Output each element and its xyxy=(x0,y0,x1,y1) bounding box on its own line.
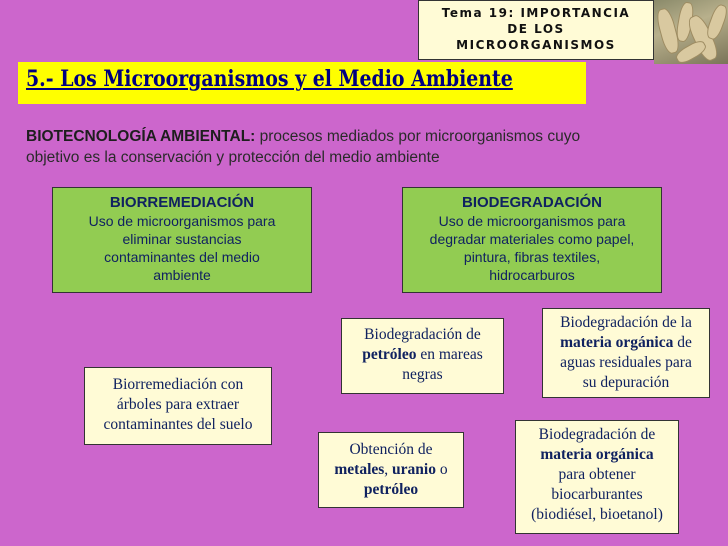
biorremediacion-line-3: contaminantes del medio xyxy=(104,249,260,265)
biocarburantes-line-4: biocarburantes xyxy=(551,486,643,503)
biocarburantes-line-5: (biodiésel, bioetanol) xyxy=(531,506,663,523)
intro-text xyxy=(26,126,706,168)
petroleo-box xyxy=(341,318,504,394)
metales-sep-1: , xyxy=(384,461,393,478)
topic-label xyxy=(418,0,654,60)
aguas-line-4: su depuración xyxy=(582,374,670,391)
biodegradacion-line-2: degradar materiales como papel, xyxy=(429,231,635,247)
aguas-bold: materia orgánica xyxy=(560,334,674,351)
arboles-line-2: árboles para extraer xyxy=(116,396,240,413)
topic-line-2: DE LOS xyxy=(507,22,565,36)
biodegradacion-heading: BIODEGRADACIÓN xyxy=(461,194,602,211)
aguas-residuales-box xyxy=(542,308,710,398)
biodegradacion-line-3: pintura, fibras textiles, xyxy=(463,249,601,265)
petroleo-line-2: en mareas xyxy=(416,346,483,363)
intro-term: BIOTECNOLOGÍA AMBIENTAL: xyxy=(26,128,256,145)
biodegradacion-box xyxy=(402,187,662,293)
biorremediacion-line-2: eliminar sustancias xyxy=(122,231,242,247)
intro-line-2: objetivo es la conservación y protección del medio ambiente xyxy=(26,149,440,166)
metales-box xyxy=(318,432,464,508)
arboles-box xyxy=(84,367,272,445)
aguas-line-1: Biodegradación de la xyxy=(560,314,692,331)
metales-bold-1: metales xyxy=(334,461,385,478)
metales-sep-2: o xyxy=(435,461,448,478)
page-title: 5.- Los Microorganismos y el Medio Ambiente xyxy=(26,66,513,92)
metales-bold-2: uranio xyxy=(392,461,436,478)
biocarburantes-box xyxy=(515,420,679,534)
biodegradacion-line-4: hidrocarburos xyxy=(489,267,575,283)
petroleo-line-3: negras xyxy=(402,366,443,383)
petroleo-bold: petróleo xyxy=(362,346,417,363)
topic-line-1: Tema 19: IMPORTANCIA xyxy=(441,6,631,20)
petroleo-line-1: Biodegradación de xyxy=(364,326,481,343)
metales-bold-3: petróleo xyxy=(363,481,419,498)
biorremediacion-heading: BIORREMEDIACIÓN xyxy=(109,194,255,211)
biorremediacion-line-1: Uso de microorganismos para xyxy=(88,213,276,229)
intro-line-1: procesos mediados por microorganismos cuyo xyxy=(255,128,581,145)
microorganisms-photo xyxy=(654,0,728,64)
aguas-line-2: de xyxy=(673,334,692,351)
biocarburantes-line-1: Biodegradación de xyxy=(538,426,656,443)
aguas-line-3: aguas residuales para xyxy=(560,354,692,371)
arboles-line-3: contaminantes del suelo xyxy=(103,416,253,433)
biocarburantes-bold: materia orgánica xyxy=(540,446,654,463)
biorremediacion-line-4: ambiente xyxy=(153,267,211,283)
biodegradacion-line-1: Uso de microorganismos para xyxy=(438,213,626,229)
topic-line-3: MICROORGANISMOS xyxy=(456,38,616,52)
metales-line-1: Obtención de xyxy=(349,441,433,458)
biocarburantes-line-3: para obtener xyxy=(558,466,636,483)
biorremediacion-box xyxy=(52,187,312,293)
arboles-line-1: Biorremediación con xyxy=(112,376,244,393)
